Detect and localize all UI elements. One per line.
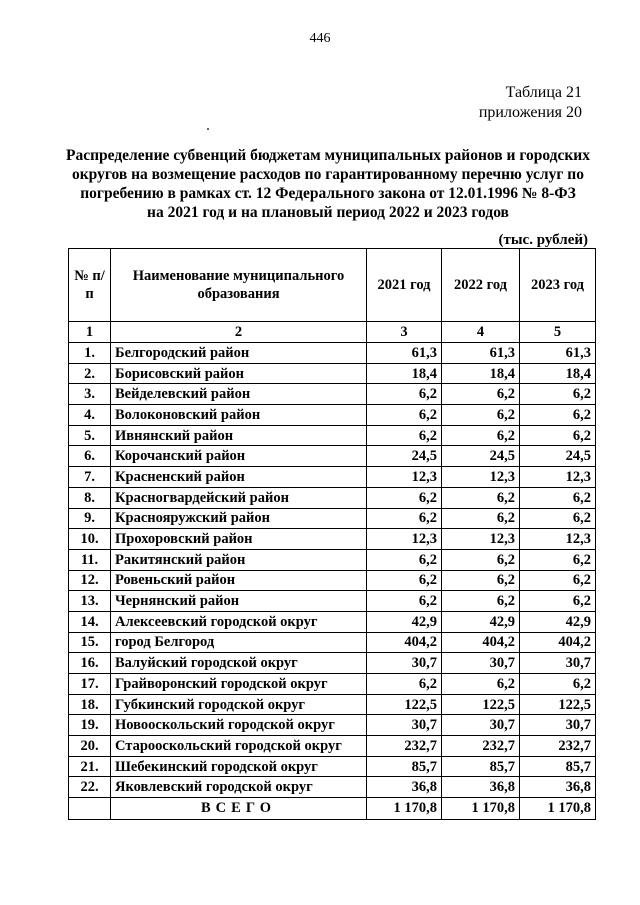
municipality-name: Борисовский район [111,363,367,384]
row-number: 4. [69,405,111,426]
row-number: 8. [69,487,111,508]
value-2023: 6,2 [520,487,596,508]
value-2021: 6,2 [367,570,442,591]
value-2023: 12,3 [520,467,596,488]
table-row [69,467,596,488]
value-2022: 6,2 [442,405,520,426]
units-label: (тыс. рублей) [498,232,588,248]
value-2022: 30,7 [442,715,520,736]
table-row [69,425,596,446]
column-number-row [69,322,596,343]
row-number: 9. [69,508,111,529]
table-row [69,508,596,529]
table-row [69,736,596,757]
value-2023: 36,8 [520,777,596,798]
value-2022: 6,2 [442,384,520,405]
table-row [69,674,596,695]
row-number: 6. [69,446,111,467]
table-body [69,343,596,798]
header-2023: 2023 год [520,249,596,322]
total-2023: 1 170,8 [520,798,596,820]
municipality-name: город Белгород [111,632,367,653]
municipality-name: Краснояружский район [111,508,367,529]
total-2021: 1 170,8 [367,798,442,820]
total-label: ВСЕГО [111,798,367,820]
value-2023: 18,4 [520,363,596,384]
value-2022: 24,5 [442,446,520,467]
row-number: 15. [69,632,111,653]
value-2023: 85,7 [520,756,596,777]
table-row [69,343,596,364]
table-row [69,384,596,405]
value-2022: 6,2 [442,425,520,446]
municipality-name: Красненский район [111,467,367,488]
row-number: 18. [69,694,111,715]
value-2023: 232,7 [520,736,596,757]
value-2021: 6,2 [367,425,442,446]
municipality-name: Шебекинский городской округ [111,756,367,777]
row-number: 3. [69,384,111,405]
value-2021: 122,5 [367,694,442,715]
header-name: Наименование муниципального образования [111,249,367,322]
row-number: 14. [69,611,111,632]
value-2022: 18,4 [442,363,520,384]
value-2023: 6,2 [520,570,596,591]
value-2021: 12,3 [367,529,442,550]
value-2023: 42,9 [520,611,596,632]
value-2023: 404,2 [520,632,596,653]
value-2022: 6,2 [442,487,520,508]
value-2021: 6,2 [367,487,442,508]
total-2022: 1 170,8 [442,798,520,820]
row-number: 20. [69,736,111,757]
header-2022: 2022 год [442,249,520,322]
value-2023: 6,2 [520,405,596,426]
row-number: 5. [69,425,111,446]
municipality-name: Валуйский городской округ [111,653,367,674]
municipality-name: Губкинский городской округ [111,694,367,715]
table-row [69,653,596,674]
value-2023: 6,2 [520,384,596,405]
value-2022: 36,8 [442,777,520,798]
municipality-name: Ивнянский район [111,425,367,446]
value-2022: 6,2 [442,508,520,529]
title-line: округов на возмещение расходов по гарантированному перечню услуг по [72,166,584,183]
table-row [69,405,596,426]
value-2022: 42,9 [442,611,520,632]
scan-speck [207,128,209,130]
value-2021: 6,2 [367,508,442,529]
header-2021: 2021 год [367,249,442,322]
value-2022: 12,3 [442,529,520,550]
table-row [69,487,596,508]
value-2023: 61,3 [520,343,596,364]
value-2021: 12,3 [367,467,442,488]
value-2023: 6,2 [520,508,596,529]
row-number: 10. [69,529,111,550]
value-2021: 18,4 [367,363,442,384]
municipality-name: Яковлевский городской округ [111,777,367,798]
column-number: 4 [442,322,520,343]
column-number: 2 [111,322,367,343]
column-number: 1 [69,322,111,343]
value-2022: 6,2 [442,549,520,570]
value-2022: 6,2 [442,674,520,695]
total-row [69,798,596,820]
municipality-name: Чернянский район [111,591,367,612]
value-2023: 24,5 [520,446,596,467]
table-row [69,591,596,612]
municipality-name: Белгородский район [111,343,367,364]
value-2023: 6,2 [520,425,596,446]
value-2021: 85,7 [367,756,442,777]
municipality-name: Алексеевский городской округ [111,611,367,632]
value-2021: 42,9 [367,611,442,632]
value-2021: 61,3 [367,343,442,364]
document-title [58,146,598,222]
municipality-name: Грайворонский городской округ [111,674,367,695]
value-2021: 6,2 [367,405,442,426]
page-number: 446 [309,31,331,46]
value-2021: 232,7 [367,736,442,757]
value-2021: 36,8 [367,777,442,798]
row-number: 1. [69,343,111,364]
value-2022: 6,2 [442,570,520,591]
row-number: 7. [69,467,111,488]
municipality-name: Ракитянский район [111,549,367,570]
header-row [69,249,596,322]
table-row [69,756,596,777]
value-2023: 6,2 [520,674,596,695]
municipality-name: Вейделевский район [111,384,367,405]
table-row [69,611,596,632]
value-2023: 30,7 [520,653,596,674]
table-row [69,446,596,467]
value-2023: 122,5 [520,694,596,715]
value-2021: 6,2 [367,549,442,570]
value-2022: 61,3 [442,343,520,364]
row-number: 13. [69,591,111,612]
value-2021: 6,2 [367,674,442,695]
table-row [69,777,596,798]
value-2021: 24,5 [367,446,442,467]
row-number: 11. [69,549,111,570]
value-2022: 122,5 [442,694,520,715]
value-2021: 30,7 [367,715,442,736]
title-line: Распределение субвенций бюджетам муниципальных районов и городских [66,147,590,164]
value-2022: 232,7 [442,736,520,757]
table-row [69,363,596,384]
value-2021: 30,7 [367,653,442,674]
row-number: 12. [69,570,111,591]
value-2022: 12,3 [442,467,520,488]
value-2023: 12,3 [520,529,596,550]
row-number: 2. [69,363,111,384]
municipality-name: Прохоровский район [111,529,367,550]
value-2023: 6,2 [520,549,596,570]
column-number: 5 [520,322,596,343]
municipality-name: Корочанский район [111,446,367,467]
row-number: 22. [69,777,111,798]
row-number: 17. [69,674,111,695]
value-2022: 85,7 [442,756,520,777]
value-2022: 30,7 [442,653,520,674]
table-row [69,549,596,570]
value-2023: 30,7 [520,715,596,736]
header-num: № п/п [69,249,111,322]
subvention-table [68,248,596,820]
title-line: на 2021 год и на плановый период 2022 и 2023 годов [147,204,509,221]
value-2021: 404,2 [367,632,442,653]
municipality-name: Новооскольский городской округ [111,715,367,736]
municipality-name: Ровеньский район [111,570,367,591]
row-number: 19. [69,715,111,736]
municipality-name: Волоконовский район [111,405,367,426]
appendix-label: приложения 20 [478,104,582,121]
value-2021: 6,2 [367,384,442,405]
row-number: 16. [69,653,111,674]
row-number: 21. [69,756,111,777]
table-row [69,570,596,591]
column-number: 3 [367,322,442,343]
value-2023: 6,2 [520,591,596,612]
value-2022: 6,2 [442,591,520,612]
table-row [69,529,596,550]
table-row [69,694,596,715]
table-label: Таблица 21 [505,84,582,101]
table-row [69,632,596,653]
value-2022: 404,2 [442,632,520,653]
municipality-name: Красногвардейский район [111,487,367,508]
table-reference [479,83,582,123]
title-line: погребению в рамках ст. 12 Федерального закона от 12.01.1996 № 8-ФЗ [80,185,576,202]
value-2021: 6,2 [367,591,442,612]
table-row [69,715,596,736]
municipality-name: Старооскольский городской округ [111,736,367,757]
